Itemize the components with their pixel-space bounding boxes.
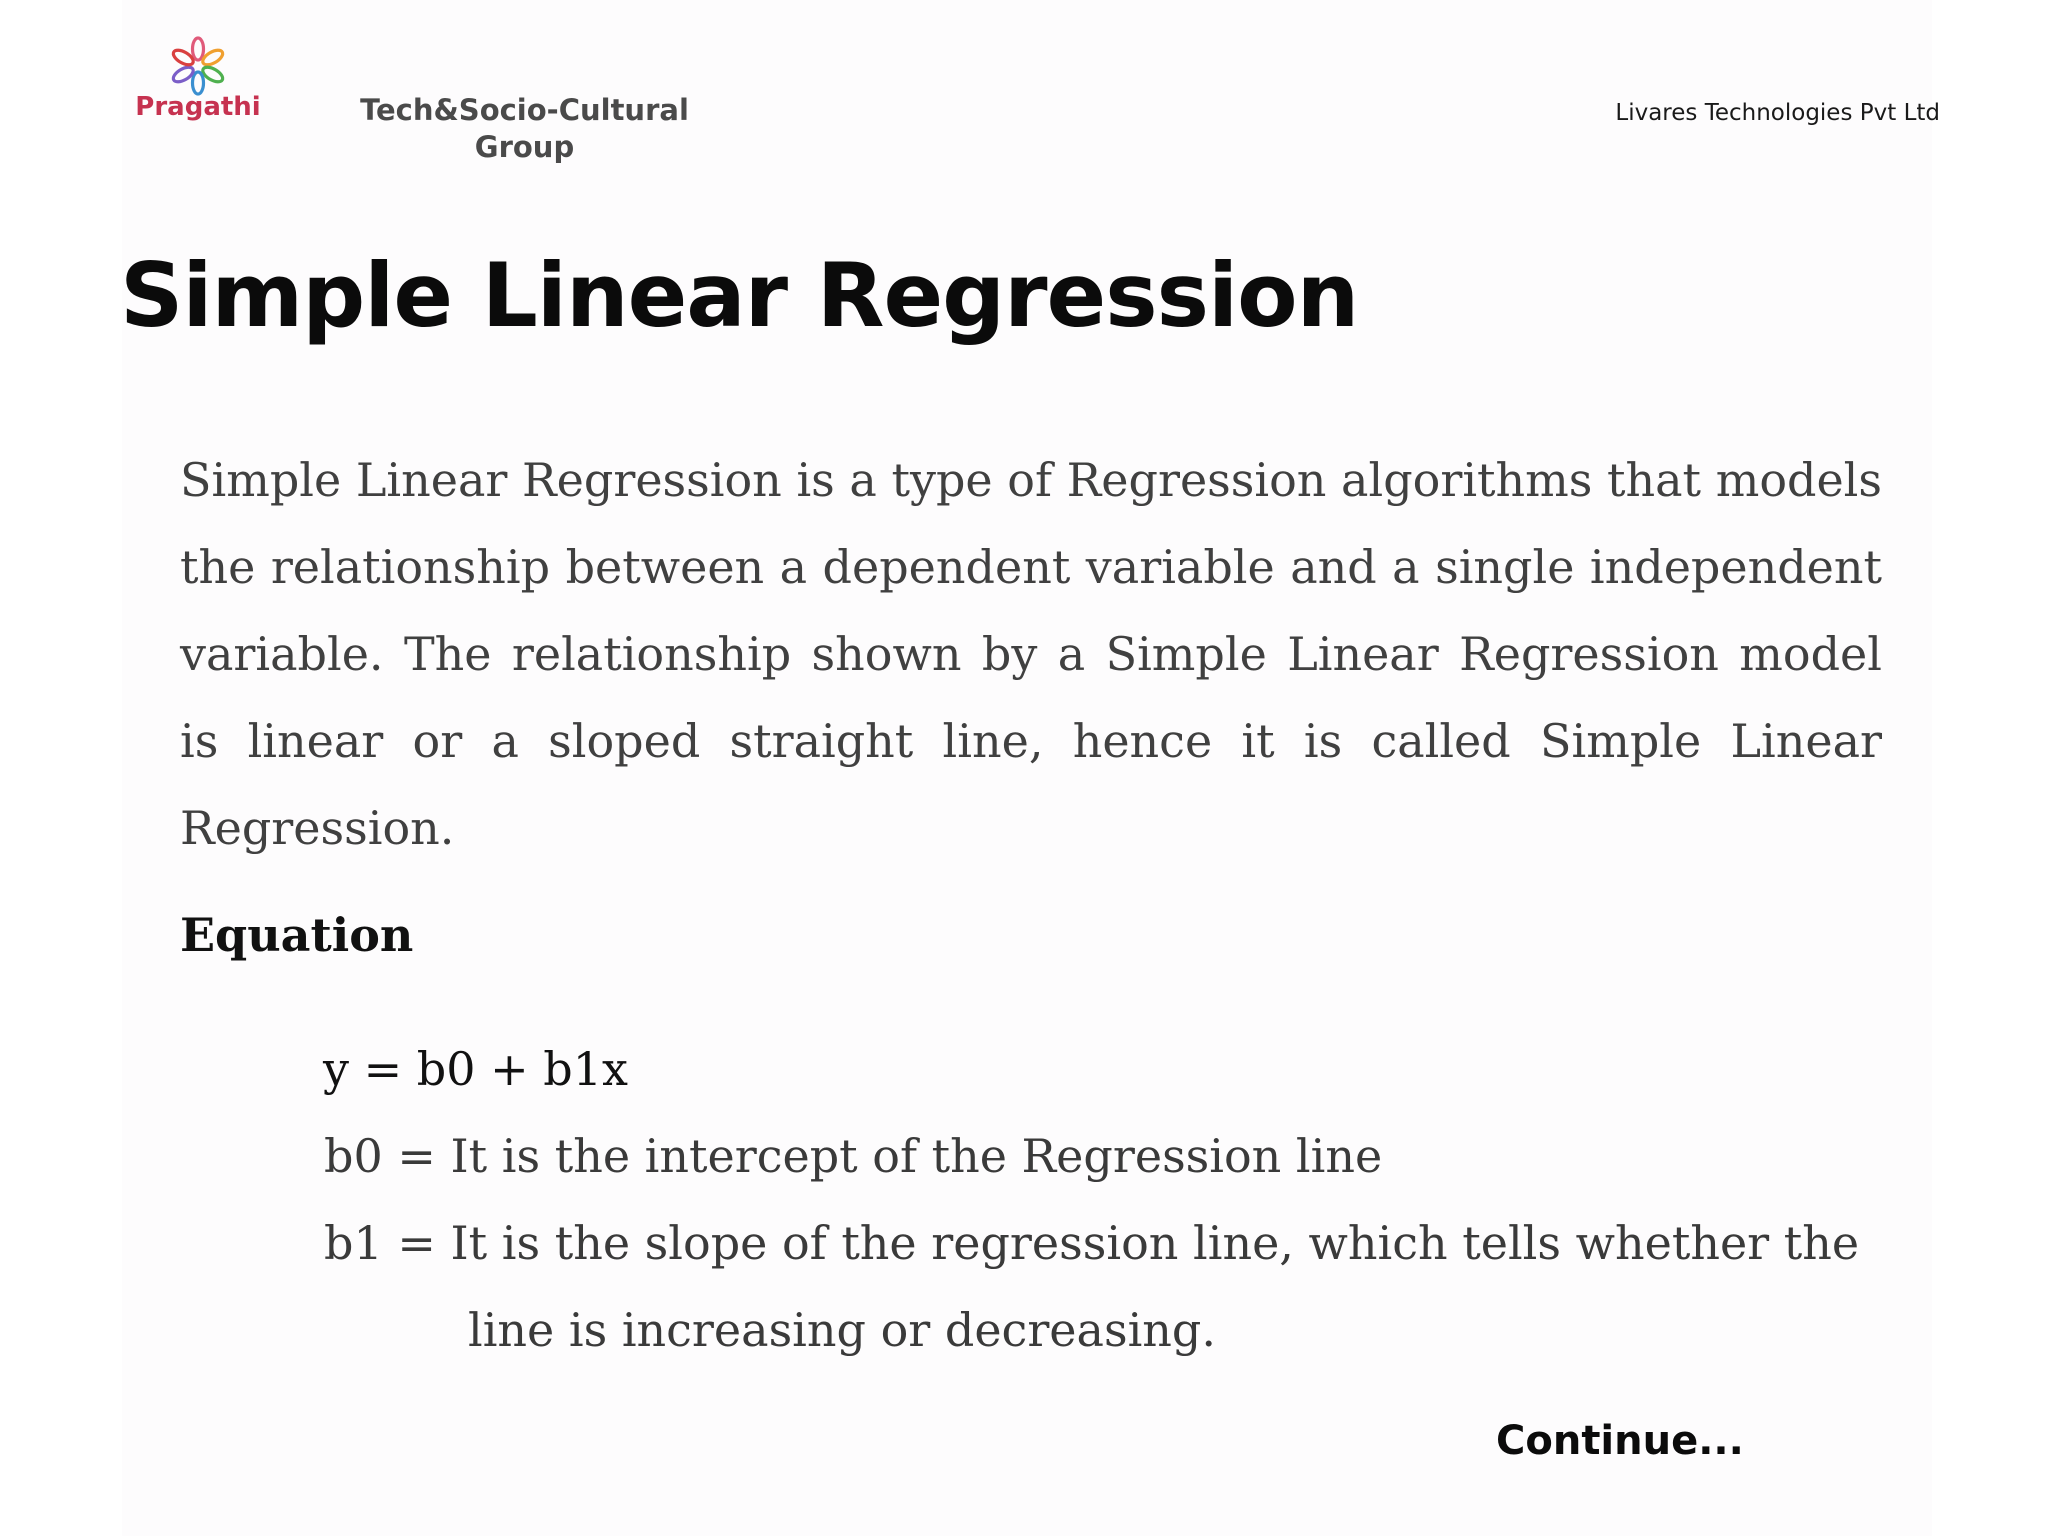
page-title: Simple Linear Regression <box>120 244 1359 347</box>
b0-definition: b0 = It is the intercept of the Regression line <box>324 1129 1383 1183</box>
b1-definition-line2: line is increasing or decreasing. <box>468 1303 1216 1357</box>
org-name-line2: Group <box>474 130 575 164</box>
description-paragraph: Simple Linear Regression is a type of Regression algorithms that models the relationship between a dependent variable and a single independent variable. The relationship shown by a Simple Linear Regression model is linear or a sloped straight line, hence it is called Simple Linear Regression. <box>180 453 1882 855</box>
flower-logo-icon <box>132 34 264 96</box>
b1-definition-line1: b1 = It is the slope of the regression line, which tells whether the <box>324 1216 1860 1270</box>
equation-heading: Equation <box>180 908 414 962</box>
logo-text: Pragathi <box>135 92 261 122</box>
org-name-line1: Tech&Socio-Cultural <box>360 93 689 127</box>
equation: y = b0 + b1x <box>323 1042 628 1096</box>
org-name <box>342 92 707 166</box>
pragathi-logo <box>132 34 264 134</box>
continue-label: Continue... <box>1496 1418 1744 1464</box>
company-name: Livares Technologies Pvt Ltd <box>1615 100 1940 126</box>
